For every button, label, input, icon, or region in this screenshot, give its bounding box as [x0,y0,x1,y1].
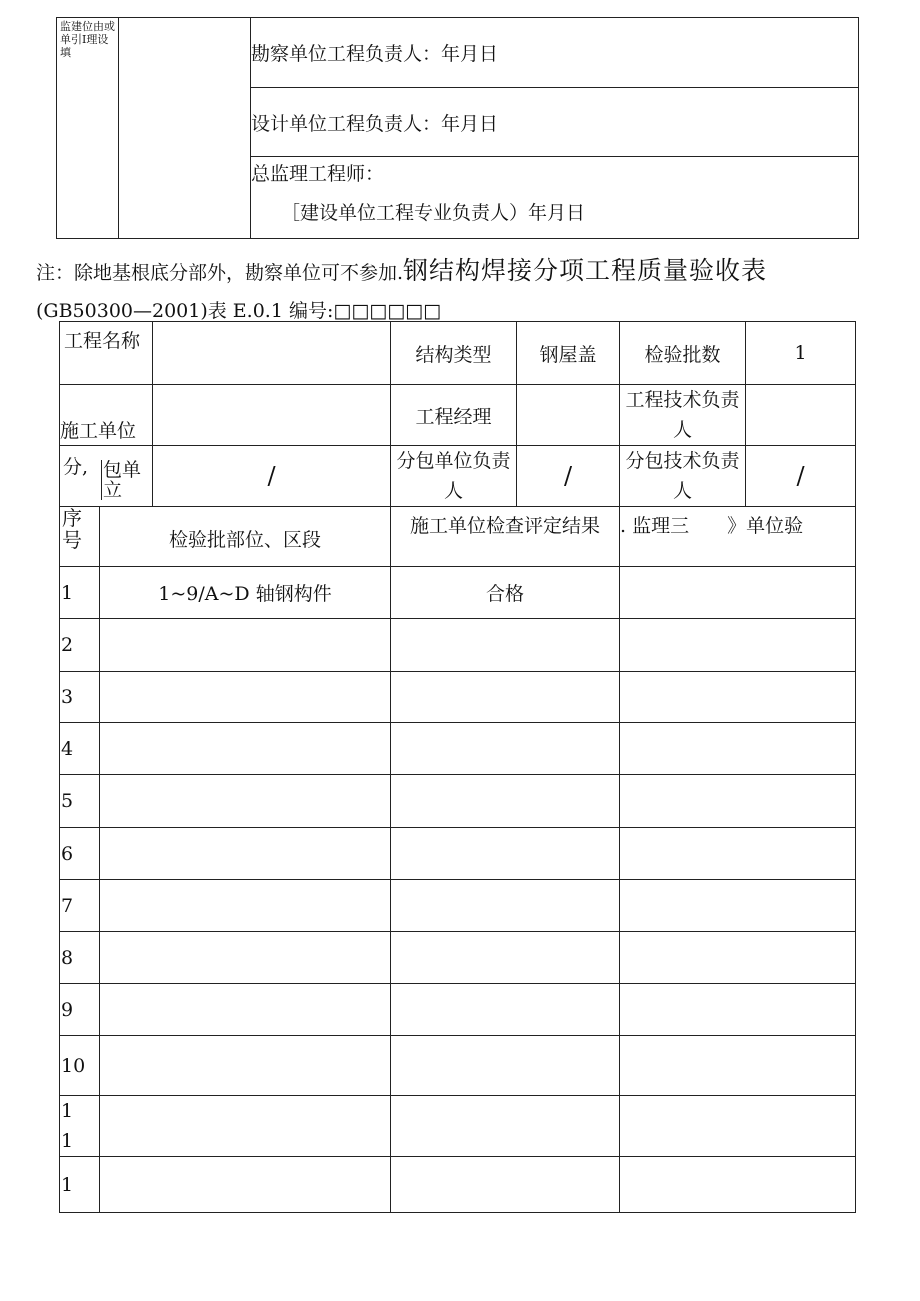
row-part [100,619,391,672]
col-supervision-header: . 监理三 》单位验 [620,507,856,567]
row-supervision [620,723,856,775]
design-signature: 设计单位工程负责人：年月日 [251,88,859,157]
chief-signature: 总监理工程师： [251,163,385,185]
table-row [60,1036,856,1096]
row-result [391,828,620,880]
table-row [60,567,856,619]
code-prefix: (GB50300—2001)表 E.0.1 编号: [36,300,334,322]
note-line [36,251,767,287]
row-part [100,1036,391,1096]
blank-cell [119,18,251,239]
structure-type-value: 钢屋盖 [517,322,620,385]
row-part: 1~9/A~D 轴钢构件 [100,567,391,619]
row-part [100,672,391,723]
table-row [60,723,856,775]
code-line [36,296,441,323]
row-result [391,672,620,723]
row-result [391,1096,620,1157]
survey-signature: 勘察单位工程负责人：年月日 [251,18,859,88]
sub-lead-value: / [517,446,620,507]
construction-unit-label: 施工单位 [60,385,153,446]
row-part [100,1096,391,1157]
project-manager-value [517,385,620,446]
row-part [100,828,391,880]
owner-signature: ［建设单位工程专业负责人）年月日 [281,202,586,224]
row-supervision [620,932,856,984]
table-row [60,775,856,828]
table-row [60,984,856,1036]
row-number: 8 [60,932,100,984]
row-number: 1 [60,567,100,619]
row-result [391,1157,620,1213]
table-row [60,1096,856,1157]
table-row [60,672,856,723]
sub-tech-label: 分包技术负责人 [620,446,746,507]
project-name-label: 工程名称 [60,322,153,385]
signature-table [56,17,859,239]
code-boxes: □□□□□□ [333,300,442,322]
row-result [391,984,620,1036]
row-supervision [620,775,856,828]
tech-lead-value [746,385,856,446]
row-supervision [620,567,856,619]
row-number: 4 [60,723,100,775]
row-result [391,775,620,828]
row-supervision [620,672,856,723]
row-number: 10 [60,1036,100,1096]
project-manager-label: 工程经理 [391,385,517,446]
acceptance-table [59,321,856,1213]
row-result [391,619,620,672]
table-row [60,828,856,880]
row-number: 6 [60,828,100,880]
col-part-header: 检验批部位、区段 [100,507,391,567]
sub-lead-label: 分包单位负责人 [391,446,517,507]
chief-signature-cell [251,157,859,239]
row-supervision [620,828,856,880]
row-number: 7 [60,880,100,932]
row-part [100,1157,391,1213]
row-result [391,1036,620,1096]
row-part [100,984,391,1036]
note-text: 注：除地基根底分部外，勘察单位可不参加. [36,262,404,284]
tech-lead-label: 工程技术负责人 [620,385,746,446]
page-title: 钢结构焊接分项工程质量验收表 [403,256,768,285]
table-row [60,619,856,672]
row-result [391,723,620,775]
row-number: 3 [60,672,100,723]
sub-unit-label-cell [60,446,153,507]
row-supervision [620,1036,856,1096]
row-part [100,932,391,984]
row-result [391,932,620,984]
row-part [100,880,391,932]
vertical-label: 监建位由或单引I理设填 [57,18,119,239]
sub-tech-value: / [746,446,856,507]
row-supervision [620,619,856,672]
row-result [391,880,620,932]
structure-type-label: 结构类型 [391,322,517,385]
row-supervision [620,880,856,932]
row-supervision [620,1157,856,1213]
row-number: 9 [60,984,100,1036]
row-result: 合格 [391,567,620,619]
table-row [60,880,856,932]
row-number: 1 [60,1157,100,1213]
construction-unit-value [153,385,391,446]
row-number: 5 [60,775,100,828]
batch-count-label: 检验批数 [620,322,746,385]
sub-unit-label: 包单立 [101,460,151,500]
sub-fen-label: 分, [63,456,89,478]
row-number: 2 [60,619,100,672]
row-supervision [620,984,856,1036]
table-row [60,1157,856,1213]
row-supervision [620,1096,856,1157]
project-name-value [153,322,391,385]
sub-unit-value: / [153,446,391,507]
col-construction-header: 施工单位检查评定结果 [391,507,620,567]
col-seq-header: 序号 [60,507,100,567]
row-number: 1 1 [60,1096,100,1157]
table-row [60,932,856,984]
batch-count-value: 1 [746,322,856,385]
row-part [100,723,391,775]
row-part [100,775,391,828]
